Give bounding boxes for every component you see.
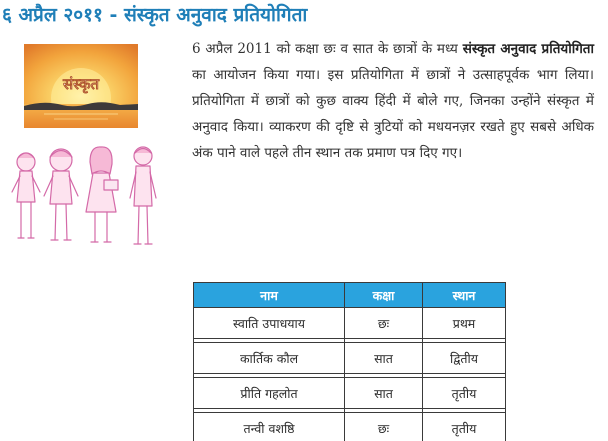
sanskrit-sunrise-image — [24, 44, 138, 128]
table-row — [194, 378, 506, 409]
cell-name: प्रीति गहलोत — [194, 378, 345, 409]
header-name: नाम — [194, 283, 345, 308]
cell-class: छः — [345, 308, 423, 339]
description-part-1: 6 अप्रैल 2011 को कक्षा छः व सात के छात्रों के मध्य — [192, 41, 463, 57]
cell-position: तृतीय — [422, 378, 505, 409]
description-bold-title: संस्कृत अनुवाद प्रतियोगिता — [462, 41, 594, 57]
cell-class: सात — [345, 378, 423, 409]
results-table — [193, 282, 506, 441]
table-row — [194, 343, 506, 374]
cell-name: कार्तिक कौल — [194, 343, 345, 374]
cell-name: स्वाति उपाधयाय — [194, 308, 345, 339]
cell-position: द्वितीय — [422, 343, 505, 374]
table-row — [194, 308, 506, 339]
cell-class: छः — [345, 413, 423, 441]
cell-position: प्रथम — [422, 308, 505, 339]
cell-position: तृतीय — [422, 413, 505, 441]
description-part-2: का आयोजन किया गया। इस प्रतियोगिता में छात्रों ने उत्साहपूर्वक भाग लिया। प्रतियोगिता में छात्रों को कुछ वाक्य हिंदी में बोले गए, जिनका उन्होंने संस्कृत में अनुवाद किया। व्याकरण की दृष्टि से त्रुटियों को मधयनज़र रखते हुए सबसे अधिक अंक पाने वाले पहले तीन स्थान तक प्रमाण पत्र दिए गए। — [192, 67, 594, 161]
cell-class: सात — [345, 343, 423, 374]
table-row — [194, 413, 506, 441]
cell-name: तन्वी वशष्ठि — [194, 413, 345, 441]
students-illustration — [6, 140, 176, 262]
sanskrit-image-caption: संस्कृत — [62, 75, 100, 93]
header-position: स्थान — [422, 283, 505, 308]
page-heading: ६ अप्रैल २०११ - संस्कृत अनुवाद प्रतियोगिता — [2, 4, 308, 26]
header-class: कक्षा — [345, 283, 423, 308]
table-header-row — [194, 283, 506, 308]
event-description — [192, 36, 594, 166]
